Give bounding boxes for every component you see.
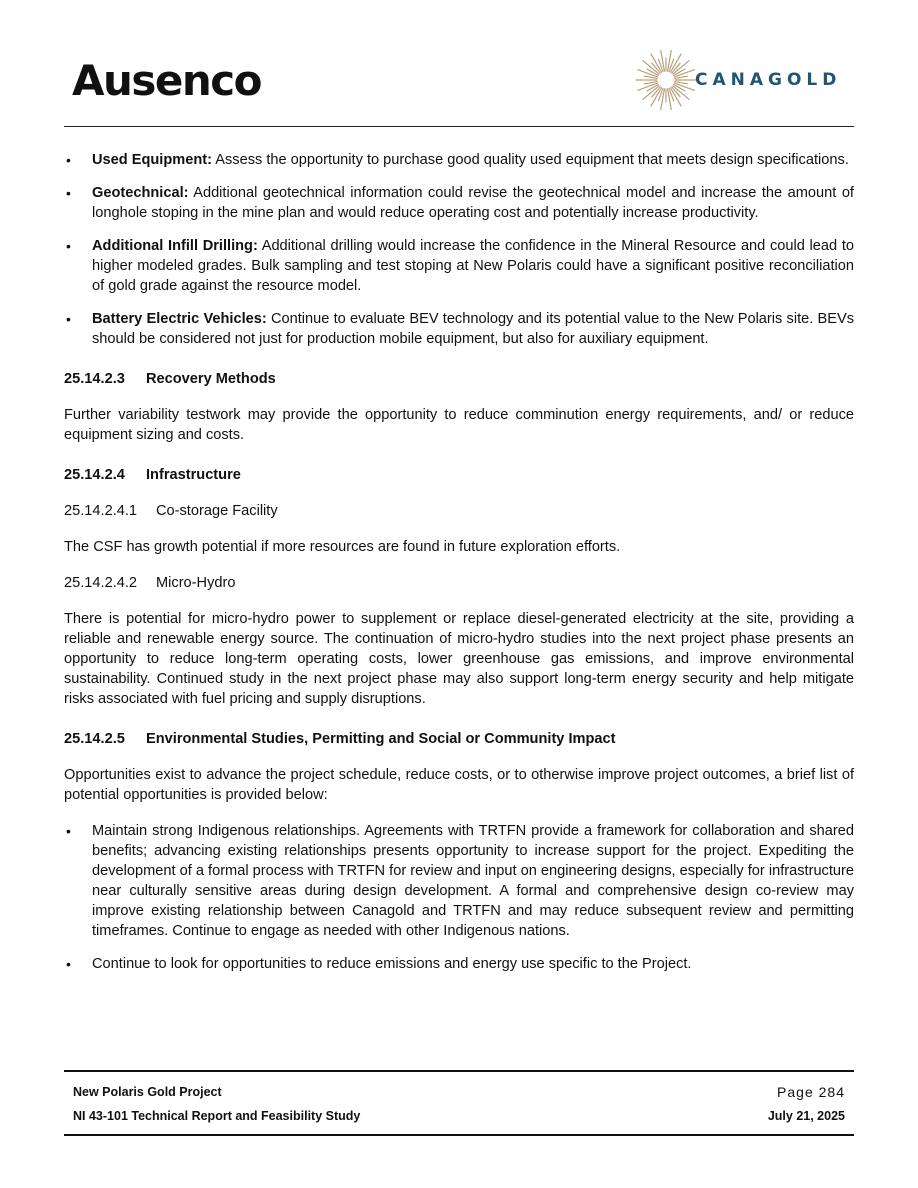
subsection-title: Micro-Hydro bbox=[156, 575, 236, 591]
subsection-heading-co-storage bbox=[64, 501, 854, 521]
section-number: 25.14.2.4 bbox=[64, 467, 125, 483]
bullet-text: Maintain strong Indigenous relationships. Agreements with TRTFN provide a framework for collaboration and shared benefits; advancing existing relationships presents opportunity to increase support for the project. Expediting the development of a formal process with TRTFN for review and input on engineering designs, especially for infrastructure near culturally sensitive areas during design development. A formal and comprehensive design co-review may improve existing relationship between Canagold and TRTFN and may reduce subsequent review and permitting timeframes. Continue to engage as needed with other Indigenous nations. bbox=[92, 823, 854, 939]
section-number: 25.14.2.5 bbox=[64, 731, 125, 747]
bullet-item-reduce-emissions bbox=[64, 954, 854, 974]
section-title: Recovery Methods bbox=[146, 371, 276, 387]
bullet-item-infill-drilling bbox=[64, 236, 854, 296]
bullet-symbol: • bbox=[66, 238, 71, 254]
section-title: Environmental Studies, Permitting and Social or Community Impact bbox=[146, 731, 616, 747]
header-divider bbox=[64, 126, 854, 127]
bullet-item-geotechnical bbox=[64, 183, 854, 223]
bullet-item-used-equipment bbox=[64, 150, 854, 170]
paragraph-environmental: Opportunities exist to advance the project schedule, reduce costs, or to otherwise improve project outcomes, a brief list of potential opportunities is provided below: bbox=[64, 767, 854, 803]
bullet-symbol: • bbox=[66, 823, 71, 839]
footer-date: July 21, 2025 bbox=[767, 1109, 845, 1123]
canagold-sunburst-icon bbox=[634, 48, 698, 112]
document-body bbox=[64, 150, 854, 987]
section-number: 25.14.2.3 bbox=[64, 371, 125, 387]
ausenco-logo bbox=[72, 56, 261, 106]
bullet-text: Additional geotechnical information could revise the geotechnical model and increase the amount of longhole stoping in the mine plan and would reduce operating cost and potentially increase productivity. bbox=[92, 185, 854, 221]
ausenco-logo-text: Ausenco bbox=[72, 56, 262, 105]
subsection-title: Co-storage Facility bbox=[156, 503, 278, 519]
section-heading-infrastructure bbox=[64, 465, 854, 485]
subsection-number: 25.14.2.4.2 bbox=[64, 575, 138, 591]
bullet-symbol: • bbox=[66, 956, 71, 972]
bullet-text: Additional drilling would increase the confidence in the Mineral Resource and could lead to higher modeled grades. Bulk sampling and test stoping at New Polaris could have a significant positive reconciliation of gold grade against the resource model. bbox=[92, 238, 854, 294]
footer-project-name: New Polaris Gold Project bbox=[73, 1085, 222, 1099]
section-title: Infrastructure bbox=[146, 467, 241, 483]
bullet-symbol: • bbox=[66, 311, 71, 327]
subsection-number: 25.14.2.4.1 bbox=[64, 503, 138, 519]
bullet-term: Additional Infill Drilling: bbox=[92, 238, 258, 254]
paragraph-micro-hydro: There is potential for micro-hydro power to supplement or replace diesel-generated electricity at the site, providing a reliable and renewable energy source. The continuation of micro-hydro studies into the next project phase presents an opportunity to reduce long-term operating costs, lower greenhouse gas emissions, and improve environmental sustainability. Continued study in the next project phase may also support long-term energy security and help mitigate risks associated with fuel pricing and supply disruptions. bbox=[64, 611, 854, 707]
bullet-symbol: • bbox=[66, 152, 71, 168]
canagold-logo-text: CANAGOLD bbox=[695, 70, 842, 90]
bullet-text: Assess the opportunity to purchase good quality used equipment that meets design specifications. bbox=[212, 152, 849, 168]
section-heading-environmental bbox=[64, 729, 854, 749]
footer-report-title: NI 43-101 Technical Report and Feasibility Study bbox=[73, 1109, 361, 1123]
footer-page-number: Page 284 bbox=[777, 1084, 845, 1100]
page-header bbox=[64, 46, 854, 126]
bullet-text: Continue to evaluate BEV technology and its potential value to the New Polaris site. BEVs should be considered not just for production mobile equipment, but also for auxiliary equipment. bbox=[92, 311, 855, 347]
bullet-text: Continue to look for opportunities to reduce emissions and energy use specific to the Project. bbox=[92, 956, 692, 972]
paragraph-csf: The CSF has growth potential if more resources are found in future exploration efforts. bbox=[64, 539, 621, 555]
bullet-item-battery-electric-vehicles bbox=[64, 309, 854, 349]
bullet-term: Battery Electric Vehicles: bbox=[92, 311, 267, 327]
paragraph-recovery: Further variability testwork may provide the opportunity to reduce comminution energy requirements, and/ or reduce equipment sizing and costs. bbox=[64, 407, 854, 443]
footer-divider-top bbox=[64, 1070, 854, 1072]
footer-divider-bottom bbox=[64, 1134, 854, 1136]
bullet-term: Geotechnical: bbox=[92, 185, 189, 201]
bullet-symbol: • bbox=[66, 185, 71, 201]
bullet-item-indigenous-relationships bbox=[64, 821, 854, 941]
bullet-term: Used Equipment: bbox=[92, 152, 212, 168]
section-heading-recovery-methods bbox=[64, 369, 854, 389]
subsection-heading-micro-hydro bbox=[64, 573, 854, 593]
